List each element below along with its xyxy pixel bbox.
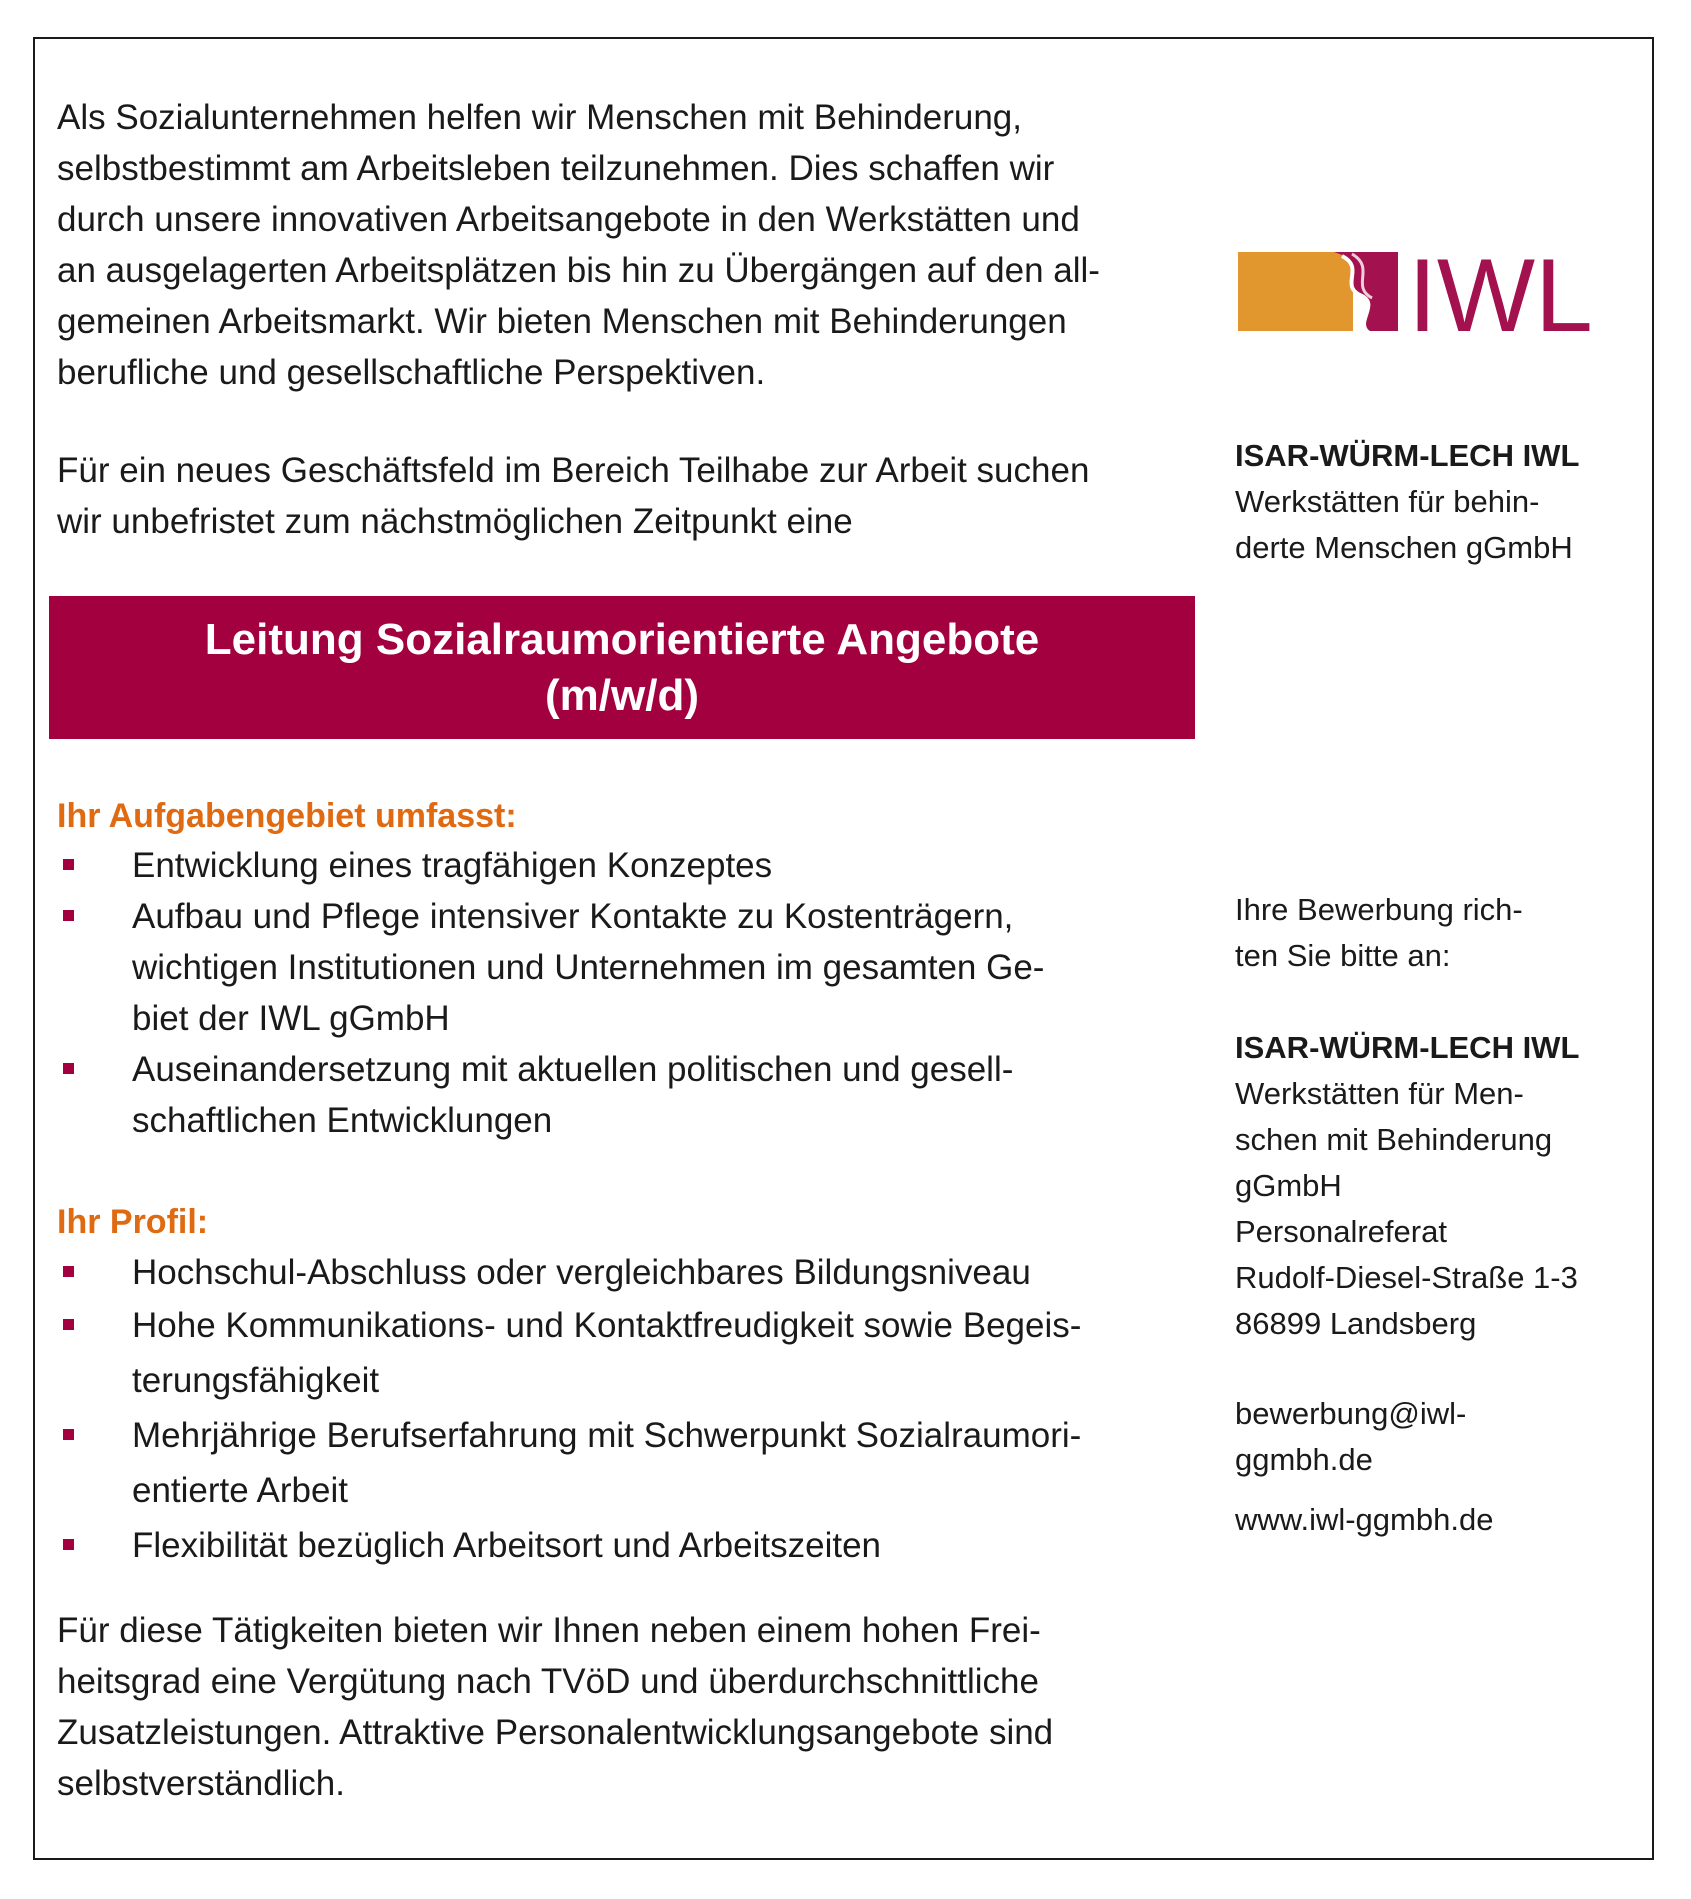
address-company-name: ISAR-WÜRM-LECH IWL xyxy=(1235,1030,1580,1065)
intro-line: Als Sozialunternehmen helfen wir Menschen mit Behinderung, xyxy=(57,98,1022,137)
search-line: Für ein neues Geschäftsfeld im Bereich Teilhabe zur Arbeit suchen xyxy=(57,451,1090,490)
tasks-heading: Ihr Aufgabengebiet umfasst: xyxy=(57,797,517,835)
bullet-icon xyxy=(63,1063,74,1074)
bullet-icon xyxy=(63,1539,74,1550)
bullet-icon xyxy=(63,859,74,870)
bullet-icon xyxy=(63,1429,74,1440)
profile-list xyxy=(57,1247,1172,1571)
intro-line: durch unsere innovativen Arbeitsangebote in den Werkstätten und xyxy=(57,200,1080,239)
offer-paragraph xyxy=(57,1605,1157,1809)
company-line: derte Menschen gGmbH xyxy=(1235,530,1573,565)
list-item: Hochschul-Abschluss oder vergleichbares Bildungsniveau xyxy=(57,1247,1172,1298)
offer-line: selbstverständlich. xyxy=(57,1764,345,1803)
offer-line: Zusatzleistungen. Attraktive Personalentwicklungsangebote sind xyxy=(57,1713,1054,1752)
list-item: Hohe Kommunikations- und Kontaktfreudigkeit sowie Begeis- terungsfähigkeit xyxy=(57,1300,1172,1406)
search-line: wir unbefristet zum nächstmöglichen Zeitpunkt eine xyxy=(57,502,853,541)
list-item: Auseinandersetzung mit aktuellen politischen und gesell- schaftlichen Entwicklungen xyxy=(57,1044,1172,1146)
bullet-icon xyxy=(63,910,74,921)
offer-line: heitsgrad eine Vergütung nach TVöD und überdurchschnittliche xyxy=(57,1662,1039,1701)
search-paragraph xyxy=(57,445,1192,547)
tasks-list xyxy=(57,840,1172,1146)
job-title-banner xyxy=(49,596,1195,739)
profile-heading: Ihr Profil: xyxy=(57,1203,209,1241)
offer-line: Für diese Tätigkeiten bieten wir Ihnen neben einem hohen Frei- xyxy=(57,1611,1041,1650)
bullet-icon xyxy=(63,1266,74,1277)
address-line: schen mit Behinderung xyxy=(1235,1122,1553,1157)
list-item: Mehrjährige Berufserfahrung mit Schwerpunkt Sozialraumori- entierte Arbeit xyxy=(57,1410,1172,1516)
address-line: Rudolf-Diesel-Straße 1-3 xyxy=(1235,1260,1578,1295)
application-intro: ten Sie bitte an: xyxy=(1235,938,1451,973)
address-line: 86899 Landsberg xyxy=(1235,1306,1477,1341)
intro-line: gemeinen Arbeitsmarkt. Wir bieten Menschen mit Behinderungen xyxy=(57,302,1067,341)
list-item: Entwicklung eines tragfähigen Konzeptes xyxy=(57,840,1172,891)
intro-paragraph xyxy=(57,92,1192,398)
address-line: Personalreferat xyxy=(1235,1214,1447,1249)
application-block xyxy=(1235,887,1635,979)
list-item: Flexibilität bezüglich Arbeitsort und Arbeitszeiten xyxy=(57,1520,1172,1571)
website-link[interactable]: www.iwl-ggmbh.de xyxy=(1235,1502,1494,1537)
job-title-gender: (m/w/d) xyxy=(545,670,699,720)
company-line: Werkstätten für behin- xyxy=(1235,484,1540,519)
email-line[interactable]: bewerbung@iwl- xyxy=(1235,1396,1467,1431)
list-item: Aufbau und Pflege intensiver Kontakte zu Kostenträgern, wichtigen Institutionen und Unternehmen im gesamten Ge- biet der IWL gGmbH xyxy=(57,891,1172,1044)
iwl-logo xyxy=(1238,238,1638,348)
email-link[interactable] xyxy=(1235,1391,1635,1483)
company-name: ISAR-WÜRM-LECH IWL xyxy=(1235,438,1580,473)
iwl-logo-graphic xyxy=(1238,238,1638,343)
address-block xyxy=(1235,1025,1635,1347)
application-intro: Ihre Bewerbung rich- xyxy=(1235,892,1523,927)
email-line[interactable]: ggmbh.de xyxy=(1235,1442,1373,1477)
company-block xyxy=(1235,433,1635,571)
job-title: Leitung Sozialraumorientierte Angebote xyxy=(204,614,1040,664)
logo-wordmark: IWL xyxy=(1408,238,1593,343)
intro-line: berufliche und gesellschaftliche Perspektiven. xyxy=(57,353,766,392)
intro-line: an ausgelagerten Arbeitsplätzen bis hin zu Übergängen auf den all- xyxy=(57,251,1100,290)
address-line: Werkstätten für Men- xyxy=(1235,1076,1524,1111)
bullet-icon xyxy=(63,1319,74,1330)
intro-line: selbstbestimmt am Arbeitsleben teilzunehmen. Dies schaffen wir xyxy=(57,149,1055,188)
address-line: gGmbH xyxy=(1235,1168,1342,1203)
